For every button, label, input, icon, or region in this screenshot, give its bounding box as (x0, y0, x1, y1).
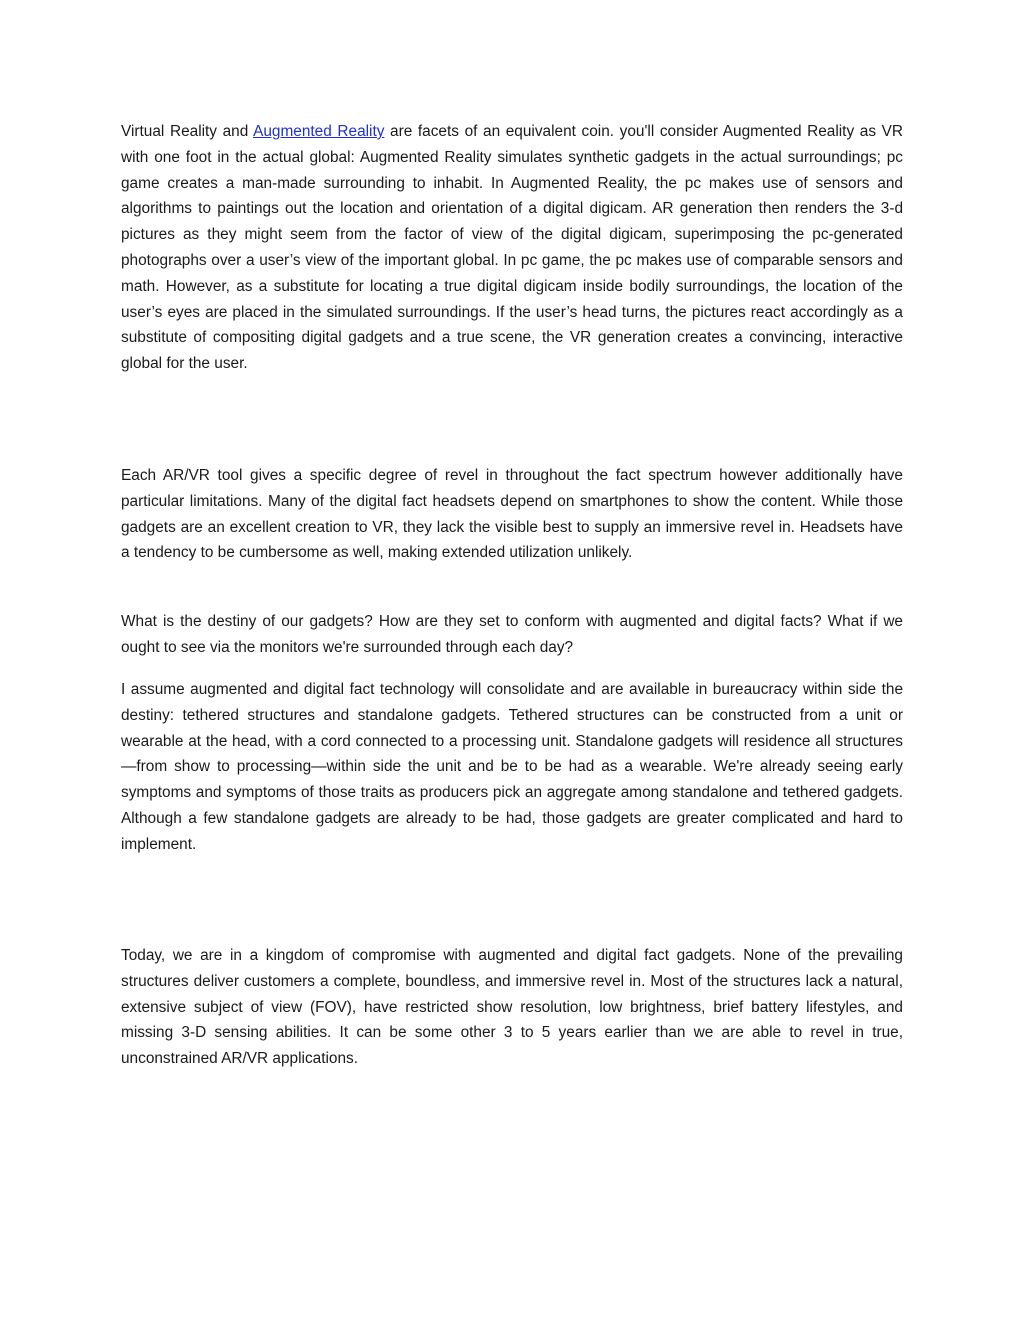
paragraph-intro-rest: are facets of an equivalent coin. you'll consider Augmented Reality as VR with one foot in the actual global: Augmented Reality simulates synthetic gadgets in the actual surroundings; pc game creates a man-made surrounding to inhabit. In Augmented Reality, the pc makes use of sensors and algorithms to paintings out the location and orientation of a digital digicam. AR generation then renders the 3-d pictures as they might seem from the factor of view of the digital digicam, superimposing the pc-generated photographs over a user’s view of the important global. In pc game, the pc makes use of comparable sensors and math. However, as a substitute for locating a true digital digicam inside bodily surroundings, the location of the user’s eyes are placed in the simulated surroundings. If the user’s head turns, the pictures react accordingly as a substitute of compositing digital gadgets and a true scene, the VR generation creates a convincing, interactive global for the user. (121, 123, 904, 373)
paragraph-vr-ar-intro (121, 119, 903, 377)
paragraph-ar-vr-tools: Each AR/VR tool gives a specific degree of revel in throughout the fact spectrum however additionally have particular limitations. Many of the digital fact headsets depend on smartphones to show the content. While those gadgets are an excellent creation to VR, they lack the visible best to supply an immersive revel in. Headsets have a tendency to be cumbersome as well, making extended utilization unlikely. (121, 467, 903, 562)
augmented-reality-link[interactable]: Augmented Reality (253, 123, 385, 140)
paragraph-intro-lead: Virtual Reality and (121, 123, 254, 140)
paragraph-destiny-questions: What is the destiny of our gadgets? How are they set to conform with augmented and digital facts? What if we ought to see via the monitors we're surrounded through each day? (121, 613, 903, 656)
paragraph-tethered-standalone: I assume augmented and digital fact technology will consolidate and are available in bureaucracy within side the destiny: tethered structures and standalone gadgets. Tethered structures can be constructed from a unit or wearable at the head, with a cord connected to a processing unit. Standalone gadgets will residence all structures—from show to processing—within side the unit and be to be had as a wearable. We're already seeing early symptoms and symptoms of those traits as producers pick an aggregate among standalone and tethered gadgets. Although a few standalone gadgets are already to be had, those gadgets are greater complicated and hard to implement. (121, 681, 903, 853)
paragraph-compromise: Today, we are in a kingdom of compromise with augmented and digital fact gadgets. None of the prevailing structures deliver customers a complete, boundless, and immersive revel in. Most of the structures lack a natural, extensive subject of view (FOV), have restricted show resolution, low brightness, brief battery lifestyles, and missing 3-D sensing abilities. It can be some other 3 to 5 years earlier than we are able to revel in true, unconstrained AR/VR applications. (121, 947, 903, 1068)
